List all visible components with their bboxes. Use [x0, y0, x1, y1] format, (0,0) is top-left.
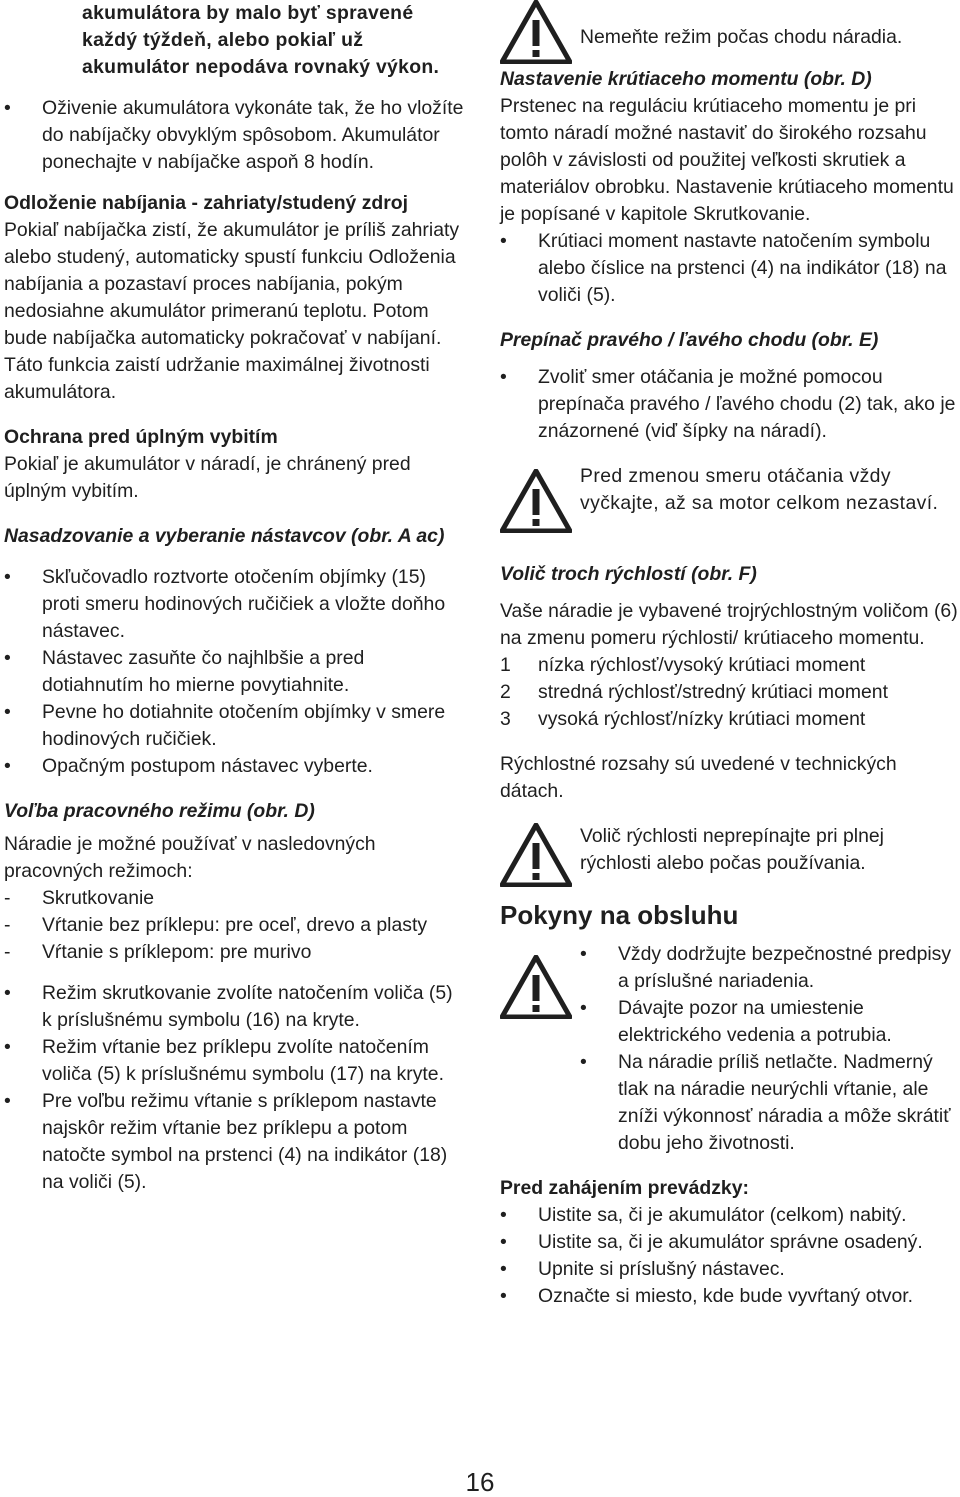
list-item: • Pre voľbu režimu vŕtanie s príklepom nastavte najskôr režim vŕtanie bez príklepu a potom natočte symbol na prstenci (4) na indikátor (18) na voliči (5).: [4, 1088, 466, 1196]
list-item: [500, 679, 960, 706]
warning-block: [500, 463, 960, 543]
section-text-protect: Pokiaľ je akumulátor v náradí, je chránený pred úplným vybitím.: [4, 453, 411, 502]
right-column: [500, 0, 960, 1310]
section-heading-torque: Nastavenie krútiaceho momentu (obr. D): [500, 68, 872, 90]
warning-triangle-icon: [500, 823, 572, 887]
speed-list: [500, 652, 960, 733]
list-item: • Dávajte pozor na umiestenie elektrického vedenia a potrubia.: [580, 995, 960, 1049]
left-column: [4, 0, 466, 1196]
warning-block: [500, 823, 960, 889]
list-item: - Vŕtanie s príklepom: pre murivo: [4, 939, 466, 966]
insert-list: [4, 564, 466, 780]
section-text-speed-note: Rýchlostné rozsahy sú uvedené v technických dátach.: [500, 753, 897, 802]
item-text: nízka rýchlosť/vysoký krútiaci moment: [538, 654, 866, 676]
warning-triangle-icon: [500, 469, 572, 533]
item-number: 3: [500, 708, 511, 730]
list-item: • Režim vŕtanie bez príklepu zvolíte natočením voliča (5) k príslušnému symbolu (17) na kryte.: [4, 1034, 466, 1088]
item-text: stredná rýchlosť/stredný krútiaci moment: [538, 681, 888, 703]
warning-block: [500, 0, 960, 66]
warning-block: [500, 941, 960, 1157]
section-text-mode: Náradie je možné používať v nasledovných pracovných režimoch:: [4, 833, 376, 882]
list-item: • Pevne ho dotiahnite otočením objímky v smere hodinových ručičiek.: [4, 699, 466, 753]
list-item: • Skľučovadlo roztvorte otočením objímky (15) proti smeru hodinových ručičiek a vložte doňho nástavec.: [4, 564, 466, 645]
section-text-delay: Pokiaľ nabíjačka zistí, že akumulátor je príliš zahriaty alebo studený, automaticky spustí funkciu Odloženia nabíjania a pozastaví proces nabíjania, pokým nedosiahne akumulátor primeranú teplotu. Potom bude nabíjačka automaticky pokračovať v nabíjaní. Táto funkcia zaistí udržanie maximálnej životnosti akumulátora.: [4, 219, 460, 403]
warning-text: Pred zmenou smeru otáčania vždy vyčkajte, až sa motor celkom nezastaví.: [580, 465, 939, 514]
list-item: • Krútiaci moment nastavte natočením symbolu alebo číslice na prstenci (4) na indikátor (18) na voliči (5).: [500, 228, 960, 309]
list-item: • Uistite sa, či je akumulátor správne osadený.: [500, 1229, 960, 1256]
section-heading-insert: Nasadzovanie a vyberanie nástavcov (obr. A ac): [4, 525, 445, 547]
list-item: • Opačným postupom nástavec vyberte.: [4, 753, 466, 780]
list-item: • Upnite si príslušný nástavec.: [500, 1256, 960, 1283]
mode-list: [4, 980, 466, 1196]
warning-text: Volič rýchlosti neprepínajte pri plnej rýchlosti alebo počas používania.: [580, 825, 884, 874]
list-item: • Zvoliť smer otáčania je možné pomocou prepínača pravého / ľavého chodu (2) tak, ako je znázornené (viď šípky na náradí).: [500, 364, 960, 445]
section-heading-direction: Prepínač pravého / ľavého chodu (obr. E): [500, 329, 879, 351]
list-item: • Režim skrutkovanie zvolíte natočením voliča (5) k príslušnému symbolu (16) na kryte.: [4, 980, 466, 1034]
list-item: • Nástavec zasuňte čo najhlbšie a pred dotiahnutím ho mierne povytiahnite.: [4, 645, 466, 699]
list-item: - Skrutkovanie: [4, 885, 466, 912]
warning-text: Nemeňte režim počas chodu náradia.: [580, 26, 903, 48]
direction-list: [500, 364, 960, 445]
section-heading-speed: Volič troch rýchlostí (obr. F): [500, 563, 757, 585]
list-item: [500, 706, 960, 733]
section-text-torque: Prstenec na reguláciu krútiaceho momentu je pri tomto náradí možné nastaviť do širokého rozsahu polôh v závislosti od použitej veľkosti skrutiek a materiálov obrobku. Nastavenie krútiaceho momentu je popísané v kapitole Skrutkovanie.: [500, 95, 954, 225]
section-text-speed: Vaše náradie je vybavené trojrýchlostným voličom (6) na zmenu pomeru rýchlosti/ krútiaceho momentu.: [500, 600, 958, 649]
section-heading-mode: Voľba pracovného režimu (obr. D): [4, 800, 315, 822]
list-item: [500, 652, 960, 679]
intro-list: [4, 95, 466, 176]
operation-list: [580, 941, 960, 1157]
section-heading-start: Pred zahájením prevádzky:: [500, 1177, 749, 1199]
section-heading-operation: Pokyny na obsluhu: [500, 900, 739, 930]
section-heading-delay: Odloženie nabíjania - zahriaty/studený zdroj: [4, 192, 409, 214]
item-number: 2: [500, 681, 511, 703]
intro-bold-text: akumulátora by malo byť spravené každý týždeň, alebo pokiaľ už akumulátor nepodáva rovnaký výkon.: [82, 2, 440, 78]
mode-dash-list: [4, 885, 466, 966]
list-item: • Vždy dodržujte bezpečnostné predpisy a príslušné nariadenia.: [580, 941, 960, 995]
page-number: 16: [465, 1467, 495, 1497]
item-number: 1: [500, 654, 511, 676]
warning-triangle-icon: [500, 955, 572, 1019]
list-item: • Oživenie akumulátora vykonáte tak, že ho vložíte do nabíjačky obvyklým spôsobom. Akumulátor ponechajte v nabíjačke aspoň 8 hodín.: [4, 95, 466, 176]
list-item: • Na náradie príliš netlačte. Nadmerný tlak na náradie neurýchli vŕtanie, ale zníži výkonnosť náradia a môže skrátiť dobu jeho životnosti.: [580, 1049, 960, 1157]
section-heading-protect: Ochrana pred úplným vybitím: [4, 426, 278, 448]
list-item: • Označte si miesto, kde bude vyvŕtaný otvor.: [500, 1283, 960, 1310]
warning-triangle-icon: [500, 0, 572, 64]
list-item: - Vŕtanie bez príklepu: pre oceľ, drevo a plasty: [4, 912, 466, 939]
item-text: vysoká rýchlosť/nízky krútiaci moment: [538, 708, 866, 730]
torque-list: [500, 228, 960, 309]
start-list: [500, 1202, 960, 1310]
list-item: • Uistite sa, či je akumulátor (celkom) nabitý.: [500, 1202, 960, 1229]
